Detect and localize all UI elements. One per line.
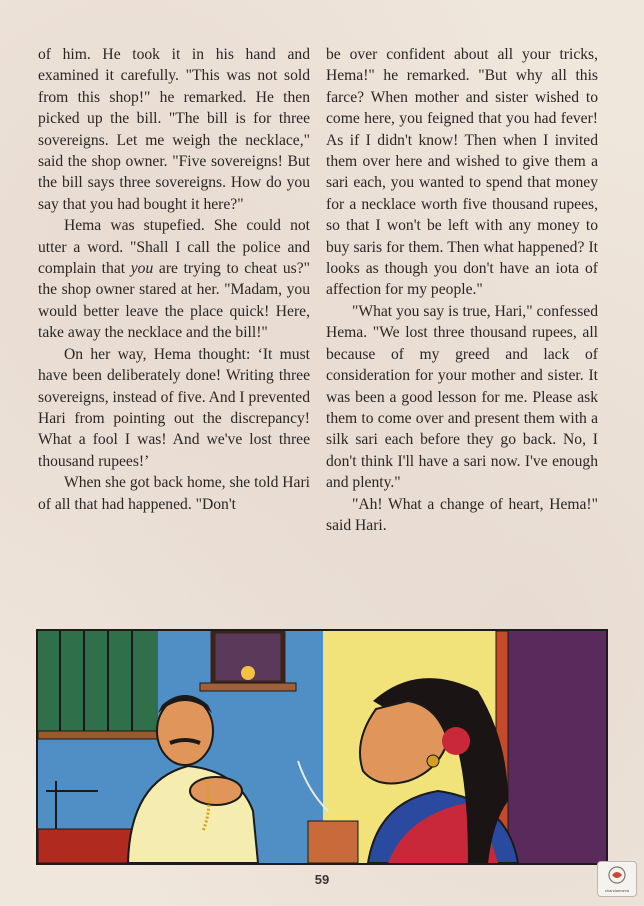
paragraph: "Ah! What a change of heart, Hema!" said Hari. bbox=[326, 495, 598, 534]
page-number: 59 bbox=[314, 872, 330, 887]
paragraph-text-part: are trying to cheat us?" the shop owner stared at her. "Madam, you would better leave the place quick! Here, take away the necklace and the bill!" bbox=[38, 260, 310, 342]
paragraph: On her way, Hema thought: ‘It must have been deliberately done! Writing three sovereigns, instead of five. And I prevented Hari from pointing out the discrepancy! What a fool I was! And we've lost three thousand rupees!’ bbox=[38, 345, 310, 470]
story-illustration bbox=[36, 629, 608, 865]
left-text-column bbox=[38, 44, 310, 515]
paragraph: When she got back home, she told Hari of all that had happened. "Don't bbox=[38, 474, 310, 513]
paragraph bbox=[38, 215, 310, 343]
paragraph: be over confident about all your tricks, Hema!" he remarked. "But why all this farce? When mother and sister wished to come here, you feigned that you had fever! As if I didn't know! Then when I invited them over here and wished to give them a sari each, you wanted to spend that money for a necklace worth five thousand rupees, so that I won't be left with any money to buy saris for them. Then what happened? It looks as though you don't have an iota of affection for my people." bbox=[326, 46, 598, 299]
publisher-logo-icon bbox=[597, 861, 637, 897]
paragraph-text-part: Hema was stupefied. She could not utter a word. "Shall I call the police and complain that bbox=[38, 217, 310, 278]
right-text-column bbox=[326, 44, 598, 536]
emphasized-word: you bbox=[130, 260, 154, 278]
paragraph: of him. He took it in his hand and examined it carefully. "This was not sold from this shop!" he remarked. He then picked up the bill. "The bill is for three sovereigns. Let me weigh the necklace," said the shop owner. "Five sovereigns! But the bill says three sovereigns. How do you say that you had bought it here?" bbox=[38, 46, 310, 213]
logo-text: chandamama bbox=[604, 888, 630, 893]
paragraph: "What you say is true, Hari," confessed Hema. "We lost three thousand rupees, all because of my greed and lack of consideration for your mother and sister. It was been a good lesson for me. Please ask them to come over and present them with a silk sari each before they go back. No, I don't think I'll have a sari now. I've enough and plenty." bbox=[326, 302, 598, 492]
illustration-shopkeeper-and-woman-icon bbox=[38, 631, 606, 863]
